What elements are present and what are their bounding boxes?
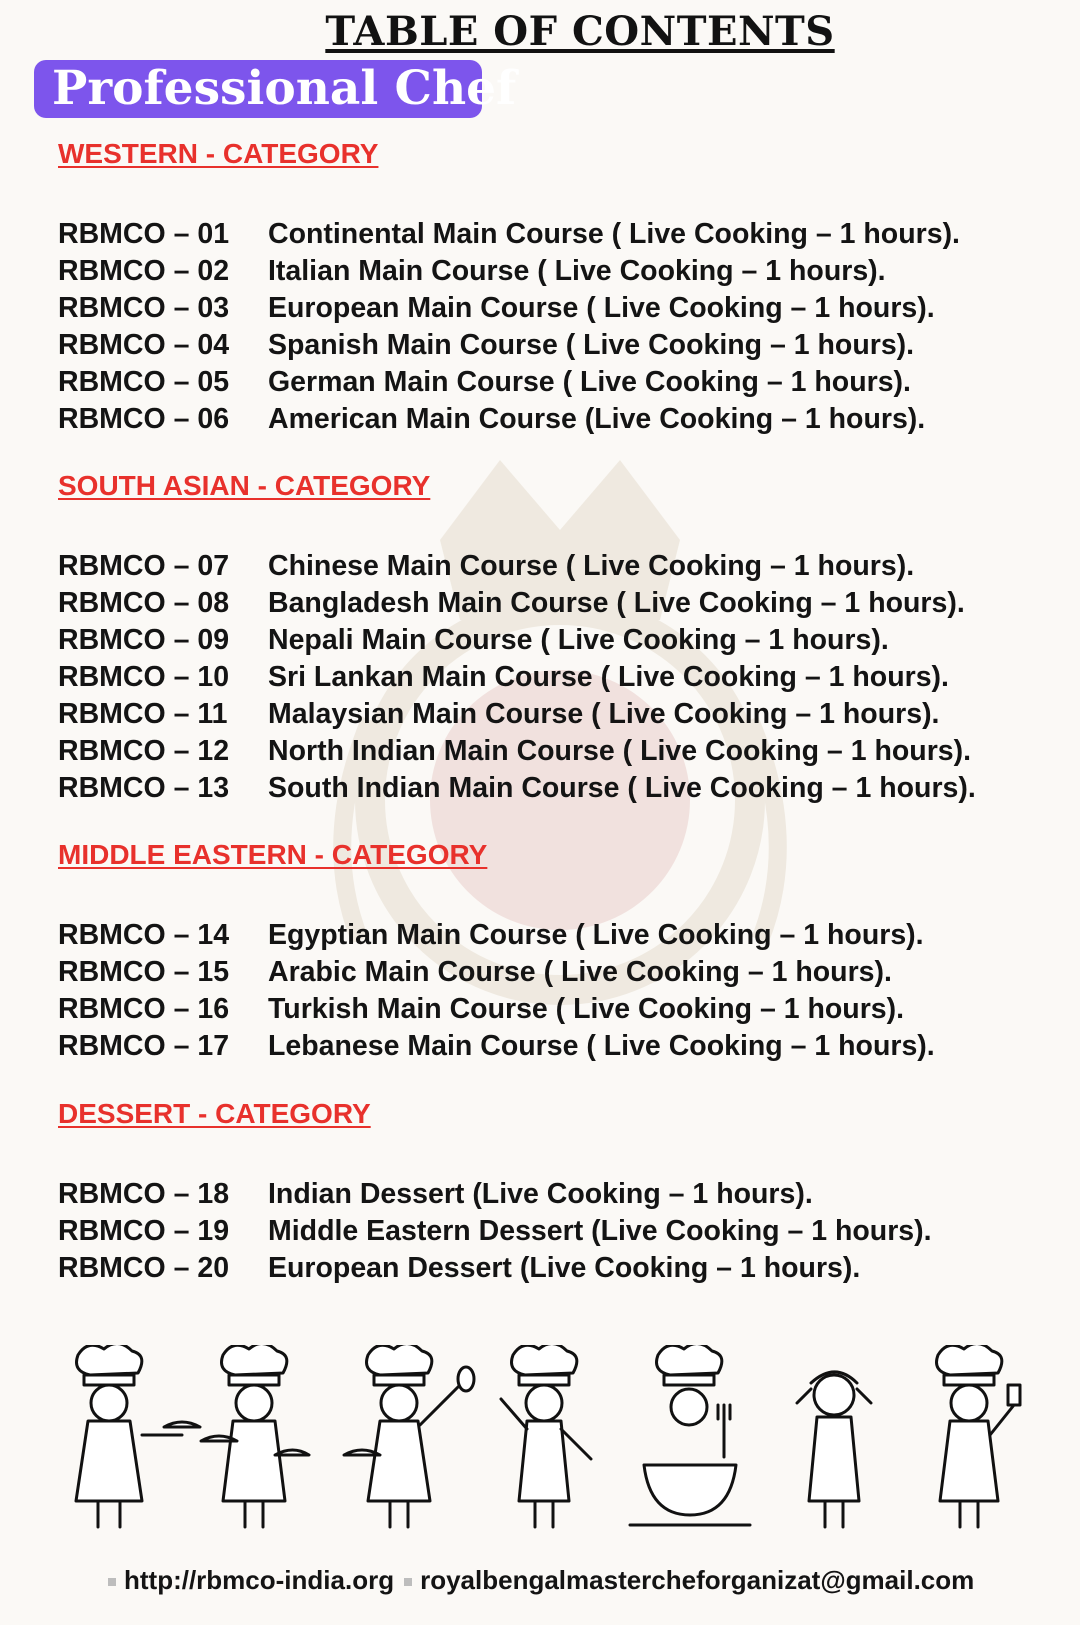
list-item — [58, 1028, 935, 1065]
page-title: TABLE OF CONTENTS — [325, 8, 835, 55]
item-title: South Indian Main Course ( Live Cooking – 1 hours). — [268, 772, 976, 804]
item-code: RBMCO – 15 — [58, 956, 230, 988]
list-item — [58, 1250, 932, 1287]
item-code: RBMCO – 05 — [58, 366, 230, 398]
professional-chef-banner: Professional Chef — [34, 60, 482, 118]
list-item — [58, 1176, 932, 1213]
item-title: Nepali Main Course ( Live Cooking – 1 hours). — [268, 624, 889, 656]
chef-figure-icon — [937, 1345, 1021, 1527]
item-code: RBMCO – 17 — [58, 1030, 230, 1062]
item-code: RBMCO – 19 — [58, 1215, 230, 1247]
item-title: Sri Lankan Main Course ( Live Cooking – 1 hours). — [268, 661, 949, 693]
item-title: German Main Course ( Live Cooking – 1 hours). — [268, 366, 911, 398]
item-code: RBMCO – 13 — [58, 772, 230, 804]
category-heading-dessert: DESSERT - CATEGORY — [58, 1098, 371, 1129]
list-item — [58, 548, 976, 585]
item-title: Turkish Main Course ( Live Cooking – 1 hours). — [268, 993, 905, 1025]
item-title: Egyptian Main Course ( Live Cooking – 1 hours). — [268, 919, 924, 951]
category-heading-middle-eastern: MIDDLE EASTERN - CATEGORY — [58, 839, 488, 870]
item-code: RBMCO – 01 — [58, 218, 230, 250]
item-code: RBMCO – 02 — [58, 255, 230, 287]
chef-figure-icon — [630, 1345, 750, 1525]
item-code: RBMCO – 07 — [58, 550, 230, 582]
item-code: RBMCO – 03 — [58, 292, 230, 324]
item-title: Bangladesh Main Course ( Live Cooking – 1 hours). — [268, 587, 965, 619]
list-item — [58, 770, 976, 807]
bullet-icon — [108, 1578, 116, 1586]
list-item — [58, 696, 976, 733]
list-item — [58, 327, 960, 364]
chef-figure-icon — [797, 1372, 871, 1527]
chef-figure-icon — [201, 1345, 309, 1527]
item-code: RBMCO – 12 — [58, 735, 230, 767]
footer-contact — [108, 1560, 974, 1600]
chef-illustrations — [40, 1345, 1040, 1545]
list-item — [58, 917, 935, 954]
item-code: RBMCO – 09 — [58, 624, 230, 656]
item-code: RBMCO – 06 — [58, 403, 230, 435]
item-title: Arabic Main Course ( Live Cooking – 1 hours). — [268, 956, 892, 988]
chef-figure-icon — [501, 1345, 591, 1527]
item-code: RBMCO – 11 — [58, 698, 228, 730]
item-title: Chinese Main Course ( Live Cooking – 1 hours). — [268, 550, 915, 582]
item-code: RBMCO – 10 — [58, 661, 230, 693]
category-heading-western: WESTERN - CATEGORY — [58, 138, 379, 169]
list-item — [58, 954, 935, 991]
middle-eastern-item-list — [58, 917, 935, 1065]
item-title: Lebanese Main Course ( Live Cooking – 1 hours). — [268, 1030, 935, 1062]
item-title: North Indian Main Course ( Live Cooking – 1 hours). — [268, 735, 972, 767]
list-item — [58, 253, 960, 290]
item-code: RBMCO – 14 — [58, 919, 230, 951]
list-item — [58, 585, 976, 622]
item-code: RBMCO – 20 — [58, 1252, 230, 1284]
item-title: Italian Main Course ( Live Cooking – 1 hours). — [268, 255, 886, 287]
item-title: Continental Main Course ( Live Cooking – 1 hours). — [268, 218, 960, 250]
list-item — [58, 659, 976, 696]
item-title: European Main Course ( Live Cooking – 1 hours). — [268, 292, 935, 324]
email-link[interactable]: royalbengalmastercheforganizat@gmail.com — [420, 1565, 975, 1595]
item-code: RBMCO – 04 — [58, 329, 230, 361]
list-item — [58, 733, 976, 770]
list-item — [58, 991, 935, 1028]
item-title: American Main Course (Live Cooking – 1 hours). — [268, 403, 926, 435]
list-item — [58, 216, 960, 253]
item-code: RBMCO – 18 — [58, 1178, 230, 1210]
item-title: Middle Eastern Dessert (Live Cooking – 1 hours). — [268, 1215, 932, 1247]
item-title: European Dessert (Live Cooking – 1 hours). — [268, 1252, 861, 1284]
list-item — [58, 364, 960, 401]
dessert-item-list — [58, 1176, 932, 1287]
list-item — [58, 290, 960, 327]
website-link[interactable]: http://rbmco-india.org — [124, 1565, 395, 1595]
list-item — [58, 622, 976, 659]
list-item — [58, 401, 960, 438]
item-title: Spanish Main Course ( Live Cooking – 1 hours). — [268, 329, 915, 361]
list-item — [58, 1213, 932, 1250]
bullet-icon — [404, 1578, 412, 1586]
item-title: Indian Dessert (Live Cooking – 1 hours). — [268, 1178, 813, 1210]
chef-figure-icon — [76, 1345, 200, 1527]
chef-figure-icon — [344, 1345, 474, 1527]
western-item-list — [58, 216, 960, 438]
category-heading-south-asian: SOUTH ASIAN - CATEGORY — [58, 470, 431, 501]
south-asian-item-list — [58, 548, 976, 807]
item-code: RBMCO – 16 — [58, 993, 230, 1025]
item-code: RBMCO – 08 — [58, 587, 230, 619]
item-title: Malaysian Main Course ( Live Cooking – 1 hours). — [268, 698, 940, 730]
